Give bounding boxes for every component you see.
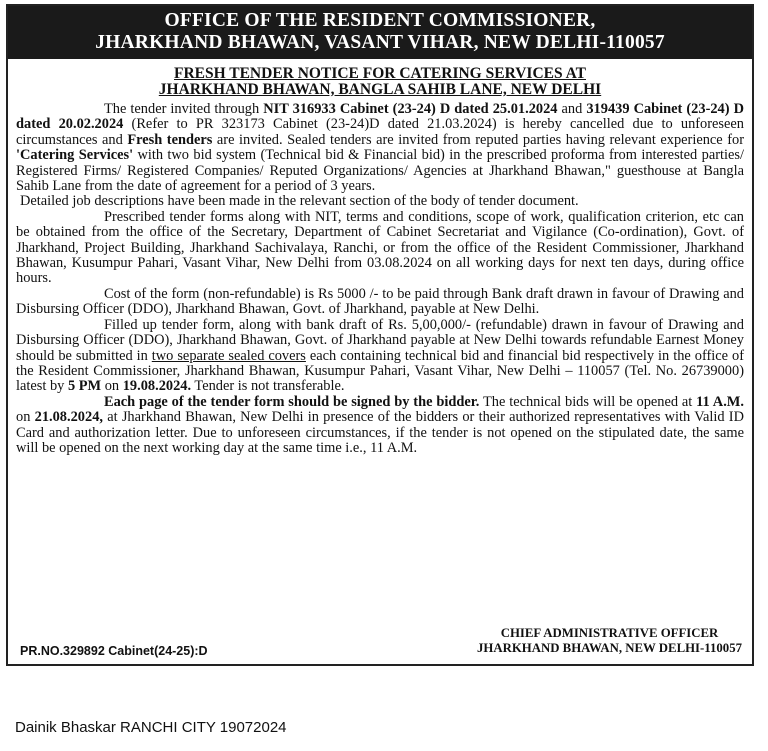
text: on — [16, 409, 35, 426]
paragraph-cancellation — [16, 102, 744, 194]
notice-body — [8, 98, 752, 456]
title-line-1: FRESH TENDER NOTICE FOR CATERING SERVICES AT — [173, 65, 586, 82]
opening-time: 11 A.M. — [696, 393, 744, 410]
text: at Jharkhand Bhawan, New Delhi in presence of the bidders or their authorized representatives with Valid ID Card and authorization letter. Due to unforeseen circumstances, if the tender is not opened on the stipulated date, the same will be opened on the next working day at the same time i.e., 11 A.M. — [16, 409, 744, 456]
text: The technical bids will be opened at — [479, 393, 697, 410]
header-line-1: OFFICE OF THE RESIDENT COMMISSIONER, — [164, 10, 596, 31]
text: and — [557, 101, 587, 117]
signature-block — [477, 626, 742, 656]
nit-reference-2: 319439 Cabinet (23-24) D dated 20.02.2024 — [16, 101, 744, 133]
text: on — [101, 378, 123, 395]
text: each containing technical bid and financial bid respectively in the office of the Resident Commissioner, Jharkhand Bhawan, Kusumpur Pahari, Vasant Vihar, New Delhi – 110057 (Tel. No. 26739000) latest by — [16, 347, 745, 395]
nit-reference-1: NIT 316933 Cabinet (23-24) D dated 25.01.2024 — [263, 101, 558, 117]
paragraph-submission — [16, 318, 744, 395]
pr-number: PR.NO.329892 Cabinet(24-25):D — [20, 644, 208, 658]
source-caption: Dainik Bhaskar RANCHI CITY 19072024 — [15, 719, 287, 736]
header-line-2: JHARKHAND BHAWAN, VASANT VIHAR, NEW DELHI-110057 — [95, 32, 665, 53]
sealed-covers: two separate sealed covers — [151, 347, 306, 364]
paragraph-opening — [16, 395, 744, 457]
text: Tender is not transferable. — [191, 378, 345, 395]
text: (Refer to PR 323173 Cabinet (23-24)D dated 21.03.2024) is hereby cancelled due to unforeseen circumstances and — [16, 116, 744, 148]
opening-date: 21.08.2024, — [34, 409, 103, 426]
text: The tender invited through — [104, 101, 264, 117]
paragraph-job-descriptions: Detailed job descriptions have been made in the relevant section of the body of tender document. — [20, 193, 579, 210]
deadline-time: 5 PM — [67, 378, 102, 395]
notice-title — [8, 66, 752, 98]
paragraph-tender-forms: Prescribed tender forms along with NIT, terms and conditions, scope of work, qualification criterion, etc can be obtained from the office of the Secretary, Department of Cabinet Secretariat and Vigilance (Co-ordination), Govt. of Jharkhand, Project Building, Jharkhand Sachivalaya, Ranchi, or from the office of the Resident Commissioner, Jharkhand Bhawan, Kusumpur Pahari, Vasant Vihar, New Delhi from 03.08.2024 on all working days for next ten days, during office hours. — [16, 208, 744, 287]
deadline-date: 19.08.2024. — [122, 378, 192, 395]
paragraph-cost: Cost of the form (non-refundable) is Rs 5000 /- to be paid through Bank draft drawn in favour of Drawing and Disbursing Officer (DDO), Jharkhand Bhawan, Govt. of Jharkhand, payable at New Delhi. — [16, 285, 744, 318]
office-header — [8, 6, 752, 59]
text: Filled up tender form, along with bank draft of Rs. 5,00,000/- (refundable) drawn in favour of Drawing and Disbursing Officer (DDO), Jharkhand Bhawan, Govt. of Jharkhand payable at New Delhi towards refundable Earnest Money should be submitted in — [16, 316, 744, 364]
text: are invited. Sealed tenders are invited from reputed parties having relevant experience for — [212, 131, 744, 148]
fresh-tenders: Fresh tenders — [127, 131, 213, 148]
text: with two bid system (Technical bid & Financial bid) in the prescribed proforma from interested parties/ Registered Firms/ Registered Companies/ Reputed Organizations/ Agencies at Jharkhand Bhawan," guesthouse at Bangla Sahib Lane from the date of agreement for a period of 3 years. — [16, 147, 744, 195]
signing-requirement: Each page of the tender form should be signed by the bidder. — [104, 393, 480, 410]
title-line-2: JHARKHAND BHAWAN, BANGLA SAHIB LANE, NEW DELHI — [158, 81, 602, 98]
signature-line-1: CHIEF ADMINISTRATIVE OFFICER — [500, 626, 719, 640]
signature-line-2: JHARKHAND BHAWAN, NEW DELHI-110057 — [477, 641, 742, 655]
catering-services: 'Catering Services' — [16, 147, 134, 164]
tender-notice — [6, 4, 754, 666]
